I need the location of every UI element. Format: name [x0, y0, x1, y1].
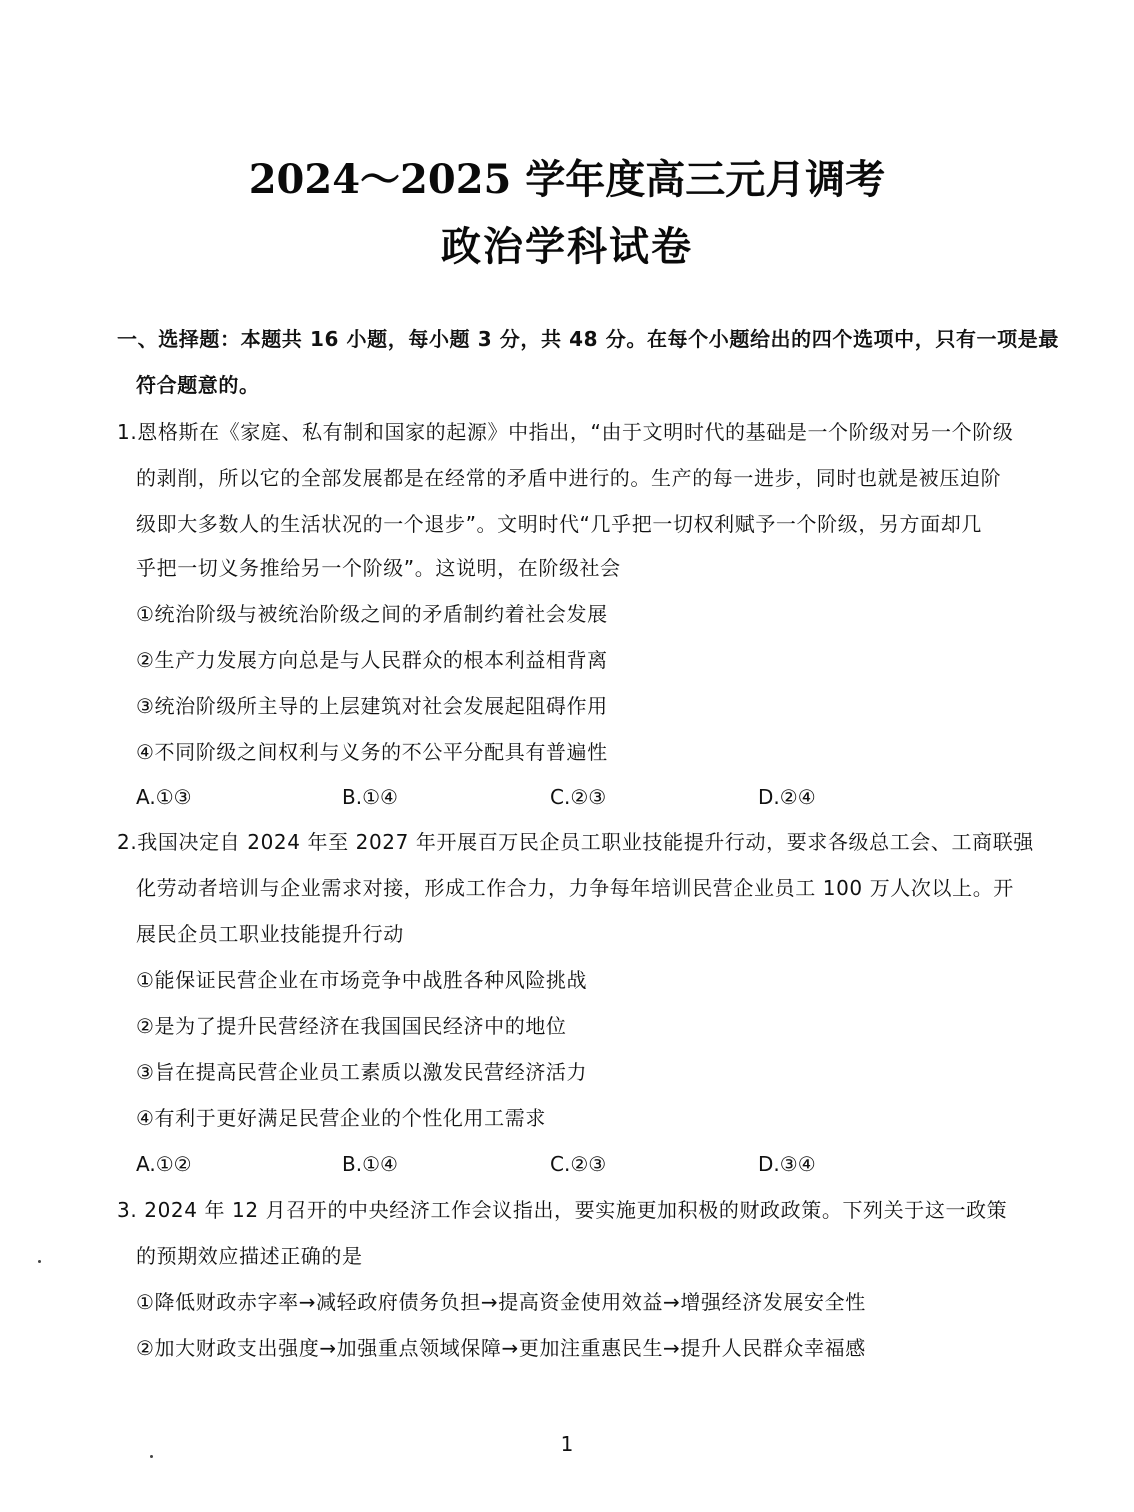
scan-speck: [38, 1260, 41, 1263]
q1-stem-line-2: 的剥削，所以它的全部发展都是在经常的矛盾中进行的。生产的每一进步，同时也就是被压迫阶: [136, 466, 1002, 490]
q1-option-d[interactable]: D.②④: [758, 785, 816, 809]
q2-item-1: ①能保证民营企业在市场竞争中战胜各种风险挑战: [136, 968, 588, 992]
q1-option-a[interactable]: A.①③: [136, 785, 192, 809]
q2-stem-line-3: 展民企员工职业技能提升行动: [136, 922, 404, 946]
page-number: 1: [560, 1432, 574, 1456]
q3-stem-line-1: 3. 2024 年 12 月召开的中央经济工作会议指出，要实施更加积极的财政政策。下列关于这一政策: [117, 1198, 1008, 1222]
q1-stem-line-3: 级即大多数人的生活状况的一个退步”。文明时代“几乎把一切权利赋予一个阶级，另方面却几: [136, 512, 982, 536]
q1-stem-line-1: 1.恩格斯在《家庭、私有制和国家的起源》中指出，“由于文明时代的基础是一个阶级对另一个阶级: [117, 420, 1014, 444]
q1-stem-line-4: 乎把一切义务推给另一个阶级”。这说明，在阶级社会: [136, 556, 621, 580]
q2-option-a[interactable]: A.①②: [136, 1152, 192, 1176]
q1-item-3: ③统治阶级所主导的上层建筑对社会发展起阻碍作用: [136, 694, 608, 718]
exam-title: 2024～2025 学年度高三元月调考: [248, 156, 886, 203]
q2-option-c[interactable]: C.②③: [550, 1152, 607, 1176]
q2-item-3: ③旨在提高民营企业员工素质以激发民营经济活力: [136, 1060, 588, 1084]
scan-speck: [150, 1455, 153, 1458]
q2-item-2: ②是为了提升民营经济在我国国民经济中的地位: [136, 1014, 567, 1038]
section-instruction-line-2: 符合题意的。: [136, 373, 260, 397]
q2-stem-line-1: 2.我国决定自 2024 年至 2027 年开展百万民企员工职业技能提升行动，要求各级总工会、工商联强: [117, 830, 1034, 854]
q2-stem-line-2: 化劳动者培训与企业需求对接，形成工作合力，力争每年培训民营企业员工 100 万人次以上。开: [136, 876, 1014, 900]
q3-item-2: ②加大财政支出强度→加强重点领域保障→更加注重惠民生→提升人民群众幸福感: [136, 1336, 866, 1360]
exam-subtitle: 政治学科试卷: [441, 223, 693, 270]
q2-option-d[interactable]: D.③④: [758, 1152, 816, 1176]
q3-item-1: ①降低财政赤字率→减轻政府债务负担→提高资金使用效益→增强经济发展安全性: [136, 1290, 866, 1314]
section-instruction-line-1: 一、选择题：本题共 16 小题，每小题 3 分，共 48 分。在每个小题给出的四个选项中，只有一项是最: [117, 327, 1059, 351]
q3-stem-line-2: 的预期效应描述正确的是: [136, 1244, 363, 1268]
q1-item-2: ②生产力发展方向总是与人民群众的根本利益相背离: [136, 648, 608, 672]
q2-item-4: ④有利于更好满足民营企业的个性化用工需求: [136, 1106, 546, 1130]
q1-option-b[interactable]: B.①④: [342, 785, 398, 809]
q1-item-1: ①统治阶级与被统治阶级之间的矛盾制约着社会发展: [136, 602, 608, 626]
q1-item-4: ④不同阶级之间权利与义务的不公平分配具有普遍性: [136, 740, 608, 764]
q2-option-b[interactable]: B.①④: [342, 1152, 398, 1176]
q1-option-c[interactable]: C.②③: [550, 785, 607, 809]
